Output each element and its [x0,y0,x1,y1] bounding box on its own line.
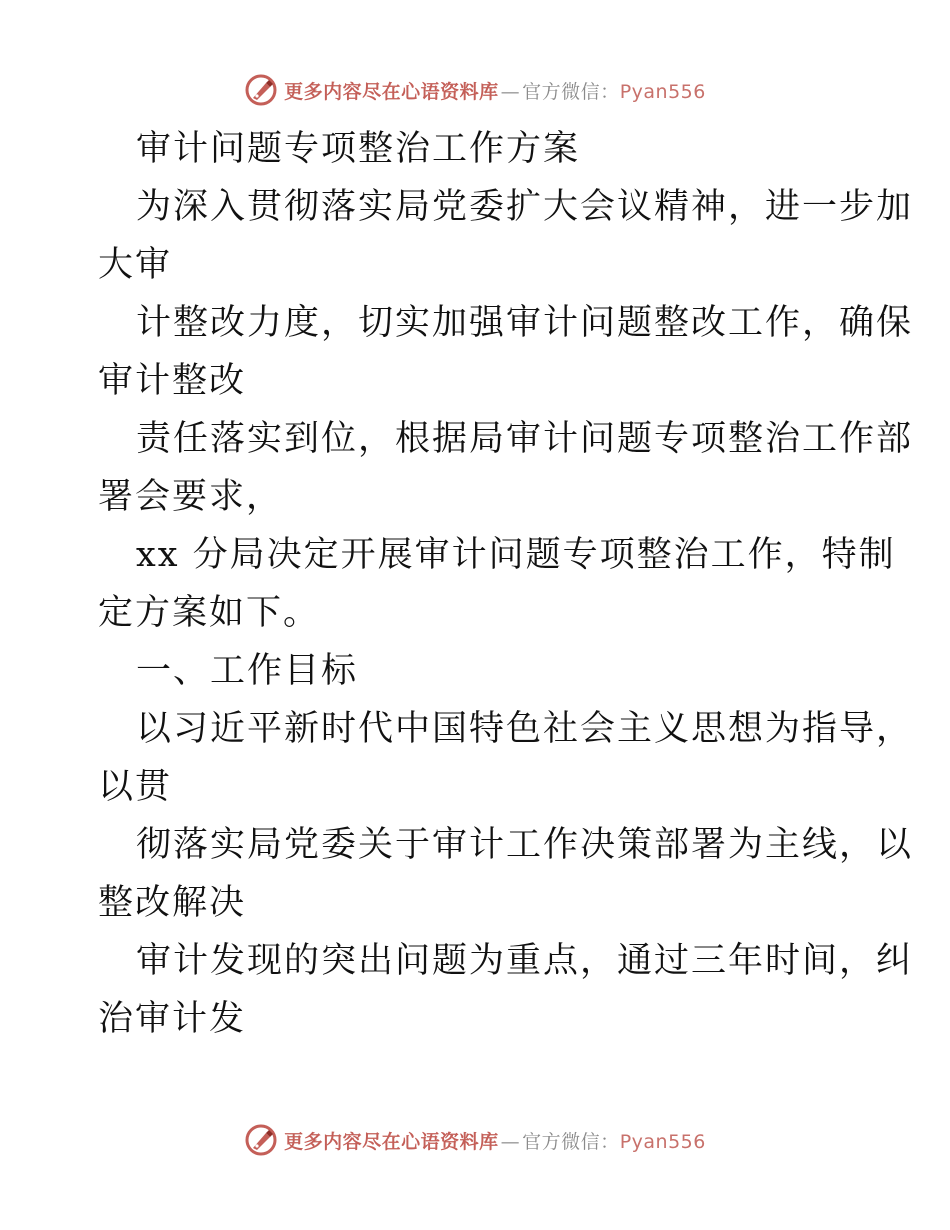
paragraph-line: 责任落实到位，根据局审计问题专项整治工作部 [136,419,914,459]
watermark-sub-text: 官方微信： [522,80,620,103]
pen-nib-logo-icon [244,1123,278,1157]
watermark-header [0,70,950,110]
paragraph-line: 以贯 [98,767,173,807]
paragraph-line: 大审 [98,245,173,285]
paragraph-line: xx 分局决定开展审计问题专项整治工作，特制 [136,535,896,575]
paragraph-line: 为深入贯彻落实局党委扩大会议精神，进一步加 [136,187,914,227]
paragraph-line: 治审计发 [98,999,247,1039]
paragraph-line: 定方案如下。 [98,593,321,633]
pen-nib-logo-icon [244,73,278,107]
watermark-dash: — [500,1130,521,1153]
watermark-text [284,1127,706,1154]
paragraph-line: 以习近平新时代中国特色社会主义思想为指导， [136,709,914,749]
watermark-sub-text: 官方微信： [522,1130,620,1153]
document-body [98,120,914,1048]
watermark-footer [0,1120,950,1160]
watermark-main-text: 更多内容尽在心语资料库 [284,80,499,103]
paragraph-line: 审计发现的突出问题为重点，通过三年时间，纠 [136,941,914,981]
paragraph-line: 整改解决 [98,883,247,923]
watermark-text [284,77,706,104]
section-heading: 一、工作目标 [136,651,359,691]
watermark-main-text: 更多内容尽在心语资料库 [284,1130,499,1153]
paragraph-line: 彻落实局党委关于审计工作决策部署为主线，以 [136,825,914,865]
document-title: 审计问题专项整治工作方案 [136,129,581,169]
watermark-wechat-id: Pyan556 [619,1130,706,1153]
paragraph-line: 署会要求， [98,477,284,517]
paragraph-line: 审计整改 [98,361,247,401]
watermark-dash: — [500,80,521,103]
watermark-wechat-id: Pyan556 [619,80,706,103]
paragraph-line: 计整改力度，切实加强审计问题整改工作，确保 [136,303,914,343]
